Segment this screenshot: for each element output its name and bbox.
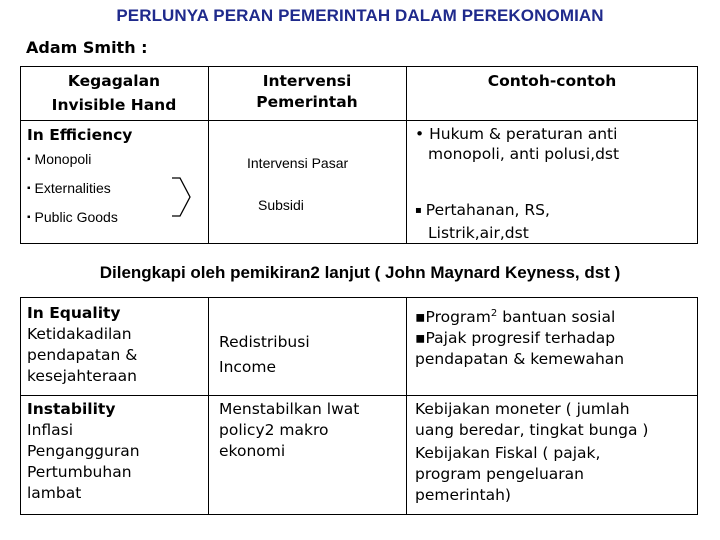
bracket-icon [170,176,194,218]
list-item: ▪ Monopoli [27,151,92,167]
header-contoh: Contoh-contoh [487,72,617,90]
inequality-heading: In Equality [27,304,121,322]
table-row: Instability Inflasi Pengangguran Pertumbuhan lambat [27,400,140,502]
header-intervensi: Intervensi Pemerintah [256,72,358,111]
bullet-icon: ▪ [27,212,31,223]
bullet-icon: ▪ [415,205,422,216]
bullet-icon: ▪ [27,183,31,194]
kebijakan-cell: Kebijakan moneter ( jumlah uang beredar, tingkat bunga ) Kebijakan Fiskal ( pajak, program pengeluaran pemerintah) [415,400,649,504]
note-text: Dilengkapi oleh pemikiran2 lanjut ( John Maynard Keyness, dst ) [99,263,621,282]
list-item: ▪ Public Goods [27,209,118,225]
instability-heading: Instability [27,400,116,418]
bullet-icon: • [415,125,425,143]
list-item: ▪ Externalities [27,180,111,196]
bullet-icon: ▪ [27,154,31,165]
subtitle: Adam Smith : [26,38,148,57]
col1-body [27,124,132,233]
table-row: In Equality Ketidakadilan pendapatan & kesejahteraan [27,304,138,385]
stabilisasi-cell: Menstabilkan lwat policy2 makro ekonomi [219,400,360,460]
header-kegagalan: Kegagalan Invisible Hand [51,72,177,114]
subsidi: Subsidi [258,197,304,213]
redistribusi-cell: Redistribusi Income [219,333,310,376]
inefficiency-heading: In Efficiency [27,126,133,144]
contoh-pertahanan: ▪ Pertahanan, RS, Listrik,air,dst [415,201,550,242]
intervensi-pasar: Intervensi Pasar [247,155,349,171]
contoh-hukum: • Hukum & peraturan anti monopoli, anti polusi,dst [415,125,620,163]
page-title: PERLUNYA PERAN PEMERINTAH DALAM PEREKONOMIAN [116,6,604,25]
program-cell: ▪Program$^2$ bantuan sosial ▪Pajak progresif terhadap pendapatan & kemewahan [415,308,625,369]
